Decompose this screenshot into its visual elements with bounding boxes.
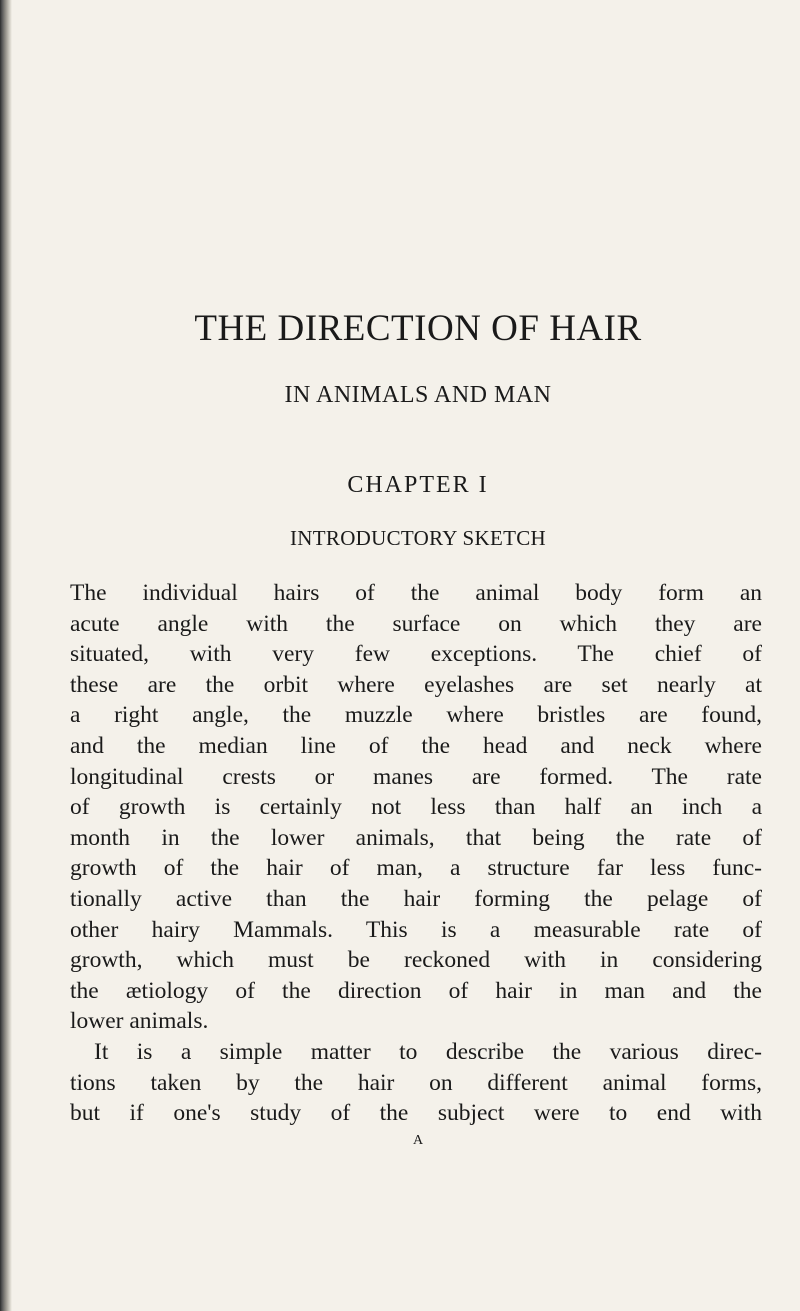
paragraph-2 xyxy=(70,1037,762,1129)
text-line: tions taken by the hair on different animal forms, xyxy=(70,1069,762,1096)
text-line: It is a simple matter to describe the various direc- xyxy=(94,1038,762,1065)
body-text xyxy=(70,578,762,1129)
text-line: of growth is certainly not less than half an inch a xyxy=(70,794,762,821)
text-line: month in the lower animals, that being the rate of xyxy=(70,824,762,851)
text-line: acute angle with the surface on which they are xyxy=(70,610,762,637)
chapter-heading: CHAPTER I xyxy=(347,472,489,498)
book-binding-edge xyxy=(0,0,12,1311)
book-page xyxy=(70,0,762,1311)
text-line: these are the orbit where eyelashes are set nearly at xyxy=(70,671,762,698)
text-line: The individual hairs of the animal body form an xyxy=(70,580,762,606)
text-line: lower animals. xyxy=(70,1008,209,1035)
text-line: a right angle, the muzzle where bristles are found, xyxy=(70,702,762,729)
text-line: growth of the hair of man, a structure far less func- xyxy=(70,855,762,882)
signature-mark: A xyxy=(412,1133,424,1148)
text-line: growth, which must be reckoned with in considering xyxy=(70,947,762,974)
paragraph-1 xyxy=(70,578,762,1037)
text-line: longitudinal crests or manes are formed. The rate xyxy=(70,763,762,790)
book-title: THE DIRECTION OF HAIR xyxy=(194,308,642,349)
text-line: situated, with very few exceptions. The chief of xyxy=(70,641,762,668)
chapter-subheading: INTRODUCTORY SKETCH xyxy=(290,526,546,550)
book-subtitle: IN ANIMALS AND MAN xyxy=(284,382,552,408)
text-line: and the median line of the head and neck where xyxy=(70,732,762,759)
text-line: tionally active than the hair forming the pelage of xyxy=(70,885,762,912)
text-line: but if one's study of the subject were to end with xyxy=(70,1100,762,1127)
text-line: the ætiology of the direction of hair in man and the xyxy=(70,977,762,1004)
text-line: other hairy Mammals. This is a measurable rate of xyxy=(70,916,762,943)
